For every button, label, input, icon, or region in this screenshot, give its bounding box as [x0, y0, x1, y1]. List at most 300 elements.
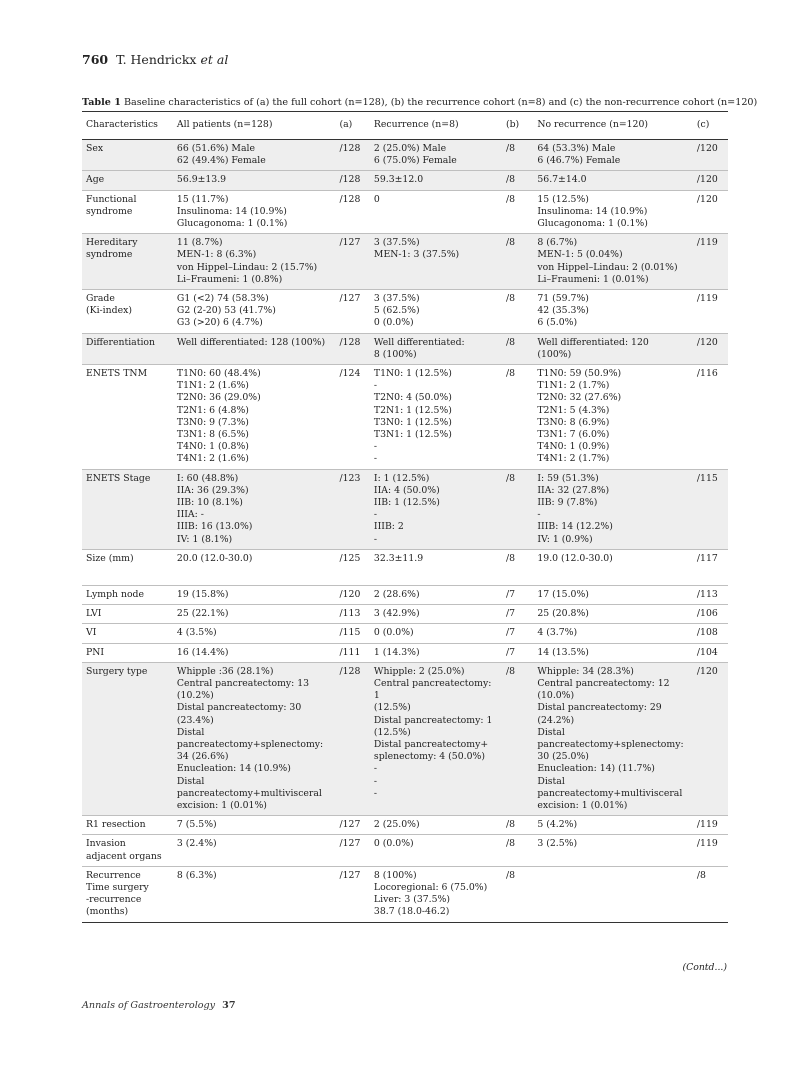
cell-denominator-c — [693, 234, 728, 290]
cell-denominator-c — [693, 140, 728, 171]
cell-line: 4 (3.7%) — [537, 627, 578, 639]
cell-line: /120 — [696, 336, 718, 348]
cell-line: Central pancreatectomy: 13 — [176, 677, 310, 689]
cell-line: G1 (<2) 74 (58.3%) — [176, 293, 269, 305]
cell-denominator-b — [502, 605, 533, 624]
cell-all-patients — [173, 171, 336, 190]
cell-denominator-b — [502, 290, 533, 334]
cell-line: /120 — [696, 143, 718, 154]
cell-line: - — [373, 509, 378, 521]
cell-line: 5 (4.2%) — [537, 819, 578, 831]
cell-characteristic — [82, 866, 173, 922]
cell-denominator-a — [336, 190, 370, 234]
cell-line: Distal — [537, 775, 565, 787]
cell-line: 8 (100%) — [373, 869, 417, 881]
cell-line: 1 (14.3%) — [373, 646, 420, 658]
cell-line: /113 — [696, 588, 718, 600]
col-b: (b) — [502, 112, 533, 140]
cell-line: (months) — [86, 906, 129, 918]
cell-recurrence — [370, 662, 502, 815]
cell-line: /8 — [505, 336, 516, 348]
cell-line: Whipple :36 (28.1%) — [176, 665, 274, 677]
cell-line: pancreatectomy+splenectomy: — [537, 738, 684, 750]
cell-line: Recurrence — [86, 869, 141, 881]
cell-line: /124 — [339, 368, 361, 380]
cell-line: /8 — [505, 174, 516, 186]
cell-all-patients — [173, 469, 336, 549]
cell-line: /8 — [696, 869, 706, 881]
cell-line: adjacent organs — [86, 850, 162, 862]
cell-line: pancreatectomy+multivisceral — [537, 787, 683, 799]
cell-line: /8 — [505, 193, 516, 205]
cell-line: IIB: 9 (7.8%) — [537, 497, 598, 509]
cell-all-patients — [173, 816, 336, 835]
cell-line: syndrome — [86, 249, 133, 261]
cell-line: (12.5%) — [373, 702, 411, 714]
cell-line: Insulinoma: 14 (10.9%) — [176, 205, 287, 217]
cell-all-patients — [173, 624, 336, 643]
cell-line: /127 — [339, 838, 361, 850]
cell-no-recurrence — [533, 140, 693, 171]
cell-line: LVI — [86, 608, 102, 620]
cell-denominator-a — [336, 605, 370, 624]
cell-line: /111 — [339, 646, 361, 658]
cell-line: IIIB: 2 — [373, 521, 404, 533]
cell-line: 56.9±13.9 — [176, 174, 227, 186]
cell-recurrence — [370, 140, 502, 171]
cell-line: /128 — [339, 174, 361, 186]
cell-line: /7 — [505, 588, 516, 600]
table-caption-text: Baseline characteristics of (a) the full cohort (n=128), (b) the recurrence cohort (n=8) and (c) the non-recurrence cohort (n=120) — [123, 97, 758, 108]
cell-line: 66 (51.6%) Male — [176, 143, 255, 154]
cell-line: 42 (35.3%) — [537, 305, 589, 317]
cell-line: 38.7 (18.0-46.2) — [373, 906, 450, 918]
cell-no-recurrence — [533, 365, 693, 470]
cell-line: T2N0: 32 (27.6%) — [537, 392, 622, 404]
cell-line: Distal pancreatectomy: 30 — [176, 702, 302, 714]
col-c: (c) — [693, 112, 728, 140]
cell-line: Well differentiated: 120 — [537, 336, 649, 348]
cell-line: 6 (5.0%) — [537, 317, 578, 329]
table-row — [82, 290, 728, 334]
table-label: Table 1 — [82, 97, 121, 108]
cell-no-recurrence — [533, 585, 693, 604]
cell-line: 0 (0.0%) — [373, 317, 414, 329]
cell-all-patients — [173, 605, 336, 624]
cell-denominator-b — [502, 140, 533, 171]
cell-recurrence — [370, 365, 502, 470]
cell-characteristic — [82, 835, 173, 866]
cell-denominator-b — [502, 333, 533, 364]
cell-all-patients — [173, 290, 336, 334]
cell-line: I: 59 (51.3%) — [537, 472, 599, 484]
cell-line: 56.7±14.0 — [537, 174, 587, 186]
cell-line: 2 (28.6%) — [373, 588, 420, 600]
table-row — [82, 662, 728, 815]
cell-characteristic — [82, 662, 173, 815]
cell-all-patients — [173, 585, 336, 604]
cell-line: /128 — [339, 336, 361, 348]
cell-characteristic — [82, 585, 173, 604]
cell-line: /123 — [339, 472, 361, 484]
cell-line: 25 (22.1%) — [176, 608, 229, 620]
table-row — [82, 365, 728, 470]
cell-line: Whipple: 34 (28.3%) — [537, 665, 634, 677]
cell-denominator-a — [336, 234, 370, 290]
cell-no-recurrence — [533, 662, 693, 815]
cell-line: splenectomy: 4 (50.0%) — [373, 751, 485, 763]
cell-line: IIA: 4 (50.0%) — [373, 484, 440, 496]
cell-denominator-b — [502, 365, 533, 470]
cell-line: Distal pancreatectomy: 29 — [537, 702, 662, 714]
cell-line: T3N1: 1 (12.5%) — [373, 429, 452, 441]
cell-line: T2N1: 5 (4.3%) — [537, 404, 610, 416]
cell-recurrence — [370, 549, 502, 585]
page-footer — [82, 1000, 236, 1011]
cell-recurrence — [370, 333, 502, 364]
baseline-table — [82, 111, 728, 923]
cell-no-recurrence — [533, 549, 693, 585]
cell-line: /117 — [696, 552, 718, 564]
cell-denominator-b — [502, 835, 533, 866]
cell-line: T3N0: 9 (7.3%) — [176, 416, 249, 428]
col-no-recurrence: No recurrence (n=120) — [533, 112, 693, 140]
table-row — [82, 190, 728, 234]
cell-line: 8 (6.3%) — [176, 869, 217, 881]
cell-all-patients — [173, 333, 336, 364]
cell-line: /116 — [696, 368, 718, 380]
cell-line: 8 (100%) — [373, 348, 417, 360]
cell-line: T3N0: 8 (6.9%) — [537, 416, 610, 428]
cell-denominator-c — [693, 816, 728, 835]
cell-recurrence — [370, 469, 502, 549]
cell-line: Distal pancreatectomy: 1 — [373, 714, 493, 726]
cell-denominator-c — [693, 190, 728, 234]
cell-recurrence — [370, 816, 502, 835]
cell-line: IIB: 1 (12.5%) — [373, 497, 440, 509]
cell-denominator-a — [336, 290, 370, 334]
cell-line: /8 — [505, 237, 516, 249]
cell-line: IV: 1 (0.9%) — [537, 533, 593, 545]
cell-line: 62 (49.4%) Female — [176, 155, 266, 167]
cell-line: Well differentiated: 128 (100%) — [176, 336, 326, 348]
table-row — [82, 624, 728, 643]
cell-line: IIB: 10 (8.1%) — [176, 497, 243, 509]
cell-recurrence — [370, 866, 502, 922]
cell-denominator-c — [693, 365, 728, 470]
cell-line: 2 (25.0%) — [373, 819, 420, 831]
table-row — [82, 333, 728, 364]
cell-line: 7 (5.5%) — [176, 819, 217, 831]
cell-line: Insulinoma: 14 (10.9%) — [537, 205, 648, 217]
cell-line: 59.3±12.0 — [373, 174, 424, 186]
cell-recurrence — [370, 605, 502, 624]
cell-line: /106 — [696, 608, 718, 620]
cell-no-recurrence — [533, 816, 693, 835]
cell-line: Hereditary — [86, 237, 138, 249]
cell-line: 16 (14.4%) — [176, 646, 229, 658]
cell-line: 25 (20.8%) — [537, 608, 589, 620]
cell-line: (10.2%) — [176, 690, 214, 702]
cell-line: /120 — [696, 193, 718, 205]
table-row — [82, 643, 728, 662]
cell-line: /120 — [696, 174, 718, 186]
cell-line: R1 resection — [86, 819, 146, 831]
cell-line: /8 — [505, 143, 516, 154]
cell-line: 3 (37.5%) — [373, 293, 420, 305]
table-row — [82, 605, 728, 624]
cell-characteristic — [82, 624, 173, 643]
cell-no-recurrence — [533, 643, 693, 662]
cell-line: /113 — [339, 608, 361, 620]
cell-line: T3N1: 8 (6.5%) — [176, 429, 249, 441]
cell-all-patients — [173, 866, 336, 922]
cell-line: G3 (>20) 6 (4.7%) — [176, 317, 263, 329]
cell-line: I: 1 (12.5%) — [373, 472, 430, 484]
cell-line: VI — [86, 627, 97, 639]
col-characteristics: Characteristics — [82, 112, 173, 140]
cell-characteristic — [82, 816, 173, 835]
cell-no-recurrence — [533, 624, 693, 643]
cell-denominator-a — [336, 866, 370, 922]
table-row — [82, 816, 728, 835]
cell-line: 4 (3.5%) — [176, 627, 217, 639]
footer-page-number: 37 — [222, 1000, 236, 1011]
cell-denominator-a — [336, 549, 370, 585]
cell-line: 30 (25.0%) — [537, 751, 589, 763]
cell-recurrence — [370, 234, 502, 290]
cell-line: T2N1: 1 (12.5%) — [373, 404, 452, 416]
cell-denominator-a — [336, 835, 370, 866]
cell-line: /120 — [339, 588, 361, 600]
cell-line: (Ki-index) — [86, 305, 132, 317]
cell-characteristic — [82, 469, 173, 549]
cell-denominator-b — [502, 662, 533, 815]
cell-line: - — [537, 509, 541, 521]
cell-no-recurrence — [533, 234, 693, 290]
cell-line: 3 (2.5%) — [537, 838, 578, 850]
cell-line: /8 — [505, 472, 516, 484]
cell-line: - — [373, 533, 378, 545]
cell-denominator-c — [693, 605, 728, 624]
cell-denominator-a — [336, 333, 370, 364]
cell-characteristic — [82, 171, 173, 190]
cell-line: Liver: 3 (37.5%) — [373, 894, 451, 906]
cell-no-recurrence — [533, 866, 693, 922]
cell-line: 3 (37.5%) — [373, 237, 420, 249]
cell-line: Li–Fraumeni: 1 (0.8%) — [176, 273, 283, 285]
cell-line: 14 (13.5%) — [537, 646, 589, 658]
cell-characteristic — [82, 549, 173, 585]
cell-line: /108 — [696, 627, 718, 639]
cell-line: /119 — [696, 293, 718, 305]
cell-denominator-b — [502, 469, 533, 549]
col-recurrence: Recurrence (n=8) — [370, 112, 502, 140]
cell-line: 8 (6.7%) — [537, 237, 578, 249]
et-al: et al — [200, 52, 229, 67]
cell-line: Locoregional: 6 (75.0%) — [373, 881, 488, 893]
cell-line: /119 — [696, 838, 718, 850]
cell-line: /125 — [339, 552, 361, 564]
cell-line: /127 — [339, 819, 361, 831]
table-row — [82, 835, 728, 866]
cell-line: Enucleation: 14) (11.7%) — [537, 763, 655, 775]
cell-all-patients — [173, 365, 336, 470]
cell-line: ENETS TNM — [86, 368, 148, 380]
cell-line: Li–Fraumeni: 1 (0.01%) — [537, 273, 649, 285]
cell-line: T4N1: 2 (1.7%) — [537, 453, 610, 465]
cell-line: Grade — [86, 293, 115, 305]
cell-line: MEN-1: 5 (0.04%) — [537, 249, 623, 261]
cell-line: 19.0 (12.0-30.0) — [537, 552, 613, 564]
cell-line: (10.0%) — [537, 690, 575, 702]
cell-line: /115 — [696, 472, 718, 484]
cell-characteristic — [82, 643, 173, 662]
cell-line: /8 — [505, 665, 516, 677]
cell-characteristic — [82, 234, 173, 290]
cell-line: Distal — [176, 775, 205, 787]
cell-line: T1N0: 59 (50.9%) — [537, 368, 622, 380]
cell-line: - — [373, 787, 378, 799]
cell-line: /8 — [505, 838, 516, 850]
table-row — [82, 171, 728, 190]
cell-line: /7 — [505, 627, 516, 639]
continued-note: (Contd...) — [682, 962, 727, 973]
cell-line: Age — [86, 174, 105, 186]
cell-characteristic — [82, 140, 173, 171]
cell-all-patients — [173, 662, 336, 815]
cell-line: excision: 1 (0.01%) — [176, 799, 267, 811]
cell-line: Central pancreatectomy: 12 — [537, 677, 670, 689]
cell-line: T4N1: 2 (1.6%) — [176, 453, 249, 465]
cell-denominator-c — [693, 333, 728, 364]
cell-line: Whipple: 2 (25.0%) — [373, 665, 465, 677]
cell-line: 19 (15.8%) — [176, 588, 229, 600]
cell-line: IIA: 36 (29.3%) — [176, 484, 249, 496]
cell-line: /120 — [696, 665, 718, 677]
cell-line: Functional — [86, 193, 137, 205]
cell-line: (12.5%) — [373, 726, 411, 738]
cell-denominator-a — [336, 469, 370, 549]
cell-line: Lymph node — [86, 588, 145, 600]
cell-line: G2 (2-20) 53 (41.7%) — [176, 305, 276, 317]
cell-denominator-b — [502, 190, 533, 234]
cell-line: Glucagonoma: 1 (0.1%) — [176, 218, 288, 230]
cell-line: 0 — [373, 193, 380, 205]
cell-denominator-b — [502, 624, 533, 643]
cell-line: (24.2%) — [537, 714, 575, 726]
cell-denominator-b — [502, 171, 533, 190]
cell-line: -recurrence — [86, 894, 142, 906]
cell-no-recurrence — [533, 171, 693, 190]
table-row — [82, 549, 728, 585]
cell-line: 6 (75.0%) Female — [373, 155, 457, 167]
cell-line: 17 (15.0%) — [537, 588, 589, 600]
cell-recurrence — [370, 290, 502, 334]
cell-line: 2 (25.0%) Male — [373, 143, 447, 154]
cell-denominator-a — [336, 624, 370, 643]
cell-line: Invasion — [86, 838, 126, 850]
cell-denominator-b — [502, 643, 533, 662]
cell-line: 11 (8.7%) — [176, 237, 223, 249]
cell-characteristic — [82, 190, 173, 234]
cell-denominator-c — [693, 866, 728, 922]
cell-line: 64 (53.3%) Male — [537, 143, 616, 154]
col-all-patients: All patients (n=128) — [173, 112, 336, 140]
cell-denominator-c — [693, 662, 728, 815]
cell-recurrence — [370, 585, 502, 604]
cell-line: 34 (26.6%) — [176, 751, 229, 763]
cell-line: /128 — [339, 665, 361, 677]
cell-recurrence — [370, 643, 502, 662]
cell-line: von Hippel–Lindau: 2 (15.7%) — [176, 261, 318, 273]
cell-line: /127 — [339, 869, 361, 881]
cell-line: IIIA: - — [176, 509, 204, 521]
cell-line: - — [373, 441, 378, 453]
cell-all-patients — [173, 140, 336, 171]
cell-all-patients — [173, 549, 336, 585]
cell-line: /7 — [505, 646, 516, 658]
cell-denominator-c — [693, 585, 728, 604]
cell-line: /8 — [505, 819, 516, 831]
cell-line: /127 — [339, 237, 361, 249]
cell-line: Time surgery — [86, 881, 149, 893]
cell-line: MEN-1: 8 (6.3%) — [176, 249, 257, 261]
cell-denominator-c — [693, 835, 728, 866]
col-a: (a) — [336, 112, 370, 140]
cell-denominator-a — [336, 816, 370, 835]
table-row — [82, 234, 728, 290]
cell-line: /8 — [505, 368, 516, 380]
cell-line: Distal — [537, 726, 565, 738]
cell-line: - — [373, 775, 378, 787]
cell-line: IV: 1 (8.1%) — [176, 533, 233, 545]
cell-line: IIIB: 14 (12.2%) — [537, 521, 613, 533]
page-number: 760 — [82, 52, 109, 67]
cell-denominator-b — [502, 585, 533, 604]
cell-line: excision: 1 (0.01%) — [537, 799, 628, 811]
cell-line: ENETS Stage — [86, 472, 151, 484]
cell-line: 15 (12.5%) — [537, 193, 589, 205]
cell-line: /8 — [505, 293, 516, 305]
cell-line: - — [373, 380, 378, 392]
table-body — [82, 140, 728, 923]
cell-denominator-c — [693, 290, 728, 334]
cell-line: /8 — [505, 552, 516, 564]
cell-denominator-c — [693, 469, 728, 549]
table-row — [82, 866, 728, 922]
cell-line: (100%) — [537, 348, 572, 360]
cell-line: T1N0: 1 (12.5%) — [373, 368, 452, 380]
cell-line: PNI — [86, 646, 105, 658]
cell-line: Central pancreatectomy: 1 — [373, 677, 492, 702]
cell-line: Differentiation — [86, 336, 156, 348]
cell-line: 3 (42.9%) — [373, 608, 420, 620]
cell-line: - — [373, 453, 378, 465]
cell-line: T2N0: 36 (29.0%) — [176, 392, 261, 404]
cell-denominator-b — [502, 866, 533, 922]
cell-line: /115 — [339, 627, 361, 639]
cell-all-patients — [173, 190, 336, 234]
cell-line: pancreatectomy+multivisceral — [176, 787, 322, 799]
cell-line: - — [373, 763, 378, 775]
cell-line: 15 (11.7%) — [176, 193, 229, 205]
table-row — [82, 469, 728, 549]
cell-line: T1N0: 60 (48.4%) — [176, 368, 261, 380]
cell-no-recurrence — [533, 605, 693, 624]
cell-characteristic — [82, 333, 173, 364]
cell-denominator-c — [693, 624, 728, 643]
